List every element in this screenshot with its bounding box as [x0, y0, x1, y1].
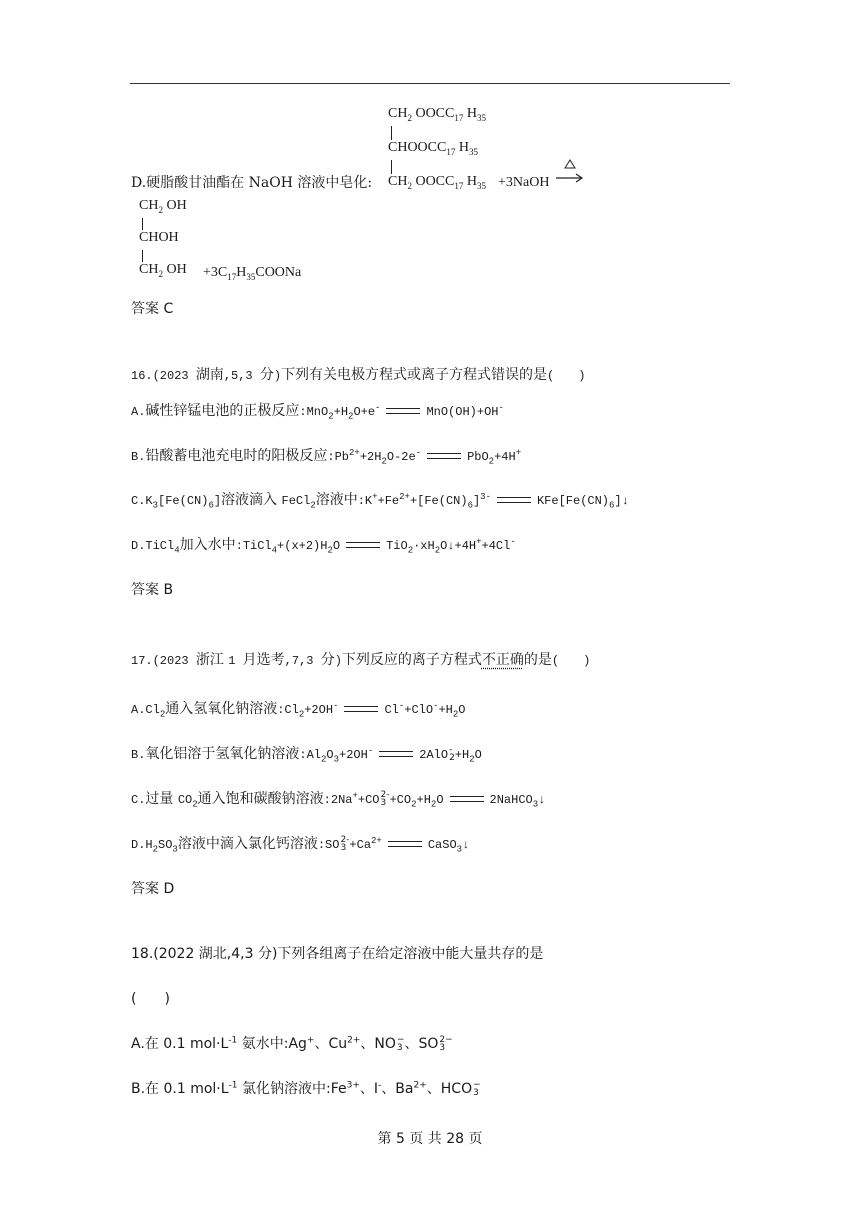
q16-stem: 16.(2023 湖南,5,3 分)下列有关电极方程式或离子方程式错误的是( ): [131, 367, 586, 383]
q17-answer: 答案 D: [131, 881, 175, 897]
q16-option-c: $C.K_3[Fe(CN)_6]$溶液滴入 FeCl$_2$溶液中$:K^++Fe^{2+}+[Fe(CN)_6]^{3-}$ $KFe[Fe(CN)_6]↓$: [131, 492, 629, 511]
q15-option-d-label: D.硬脂酸甘油酯在 NaOH 溶液中皂化:: [131, 175, 373, 191]
q18-stem: 18.(2022 湖北,4,3 分)下列各组离子在给定溶液中能大量共存的是: [131, 946, 544, 962]
reaction-arrow: [556, 156, 584, 186]
q16-answer: 答案 B: [131, 582, 174, 598]
q16-option-d: D.TiCl$_4$加入水中$:TiCl_4+(x+2)H_2O$ $TiO_2\cdot xH_2O↓+4H^++4Cl^-$: [131, 537, 516, 556]
tristearin-structure: $CH_2$ $OOCC_{17}$ $H_{35}$ $CHOOCC_{17}$ $H_{35}$ $CH_2$ $OOCC_{17}$ $H_{35}$: [388, 106, 486, 191]
q17-option-b: B.氧化铝溶于氢氧化钠溶液$:Al_2O_3+2OH^-$ 2AlO - 2 $+H_2O$: [131, 745, 482, 765]
q17-option-a: $A.Cl_2$通入氢氧化钠溶液$:Cl_2+2OH^-$ $Cl^-+ClO^-+H_2O$: [131, 701, 466, 720]
header-rule: [130, 83, 730, 84]
q17-option-d: $D.H_2SO_3$溶液中滴入氯化钙溶液:SO 2- 3 $+Ca^{2+}$ CaSO$_3$↓: [131, 835, 470, 855]
q18-bracket: ( ): [131, 991, 170, 1007]
reagent: +3NaOH: [498, 175, 550, 190]
q17-stem: 17.(2023 浙江 1 月选考,7,3 分)下列反应的离子方程式不正确的是( ): [131, 652, 591, 668]
q17-option-c: C.过量 $CO_2$通入饱和碳酸钠溶液:2Na++CO 2- 3 $+CO_2+H_2O$ 2NaHCO$_3$↓: [131, 790, 546, 810]
glycerol-structure: $CH_2$ OH CHOH $CH_2$ OH: [139, 198, 187, 279]
q15-answer: 答案 C: [131, 301, 174, 317]
q16-option-a: A.碱性锌锰电池的正极反应$:MnO_2+H_2O+e^-$ MnO(OH)+OH-: [131, 403, 504, 422]
page-footer: 第 5 页 共 28 页: [377, 1131, 483, 1147]
q18-option-a: A.在 0.1 $mol\cdot L^{-1}$ 氨水中:Ag+、$Cu^{2+}$、NO − 3 、SO 2− 3: [131, 1035, 453, 1053]
product-tail: $+3C_{17}H_{35}COONa$: [203, 265, 302, 282]
q16-option-b: B.铅酸蓄电池充电时的阳极反应$:Pb^{2+}+2H_2O-2e^-$ PbO$_2$+4H+: [131, 448, 522, 467]
q18-option-b: B.在 0.1 $mol\cdot L^{-1}$ 氯化钠溶液中$:Fe^{3+}$、I-、$Ba^{2+}$、HCO − 3: [131, 1080, 481, 1098]
